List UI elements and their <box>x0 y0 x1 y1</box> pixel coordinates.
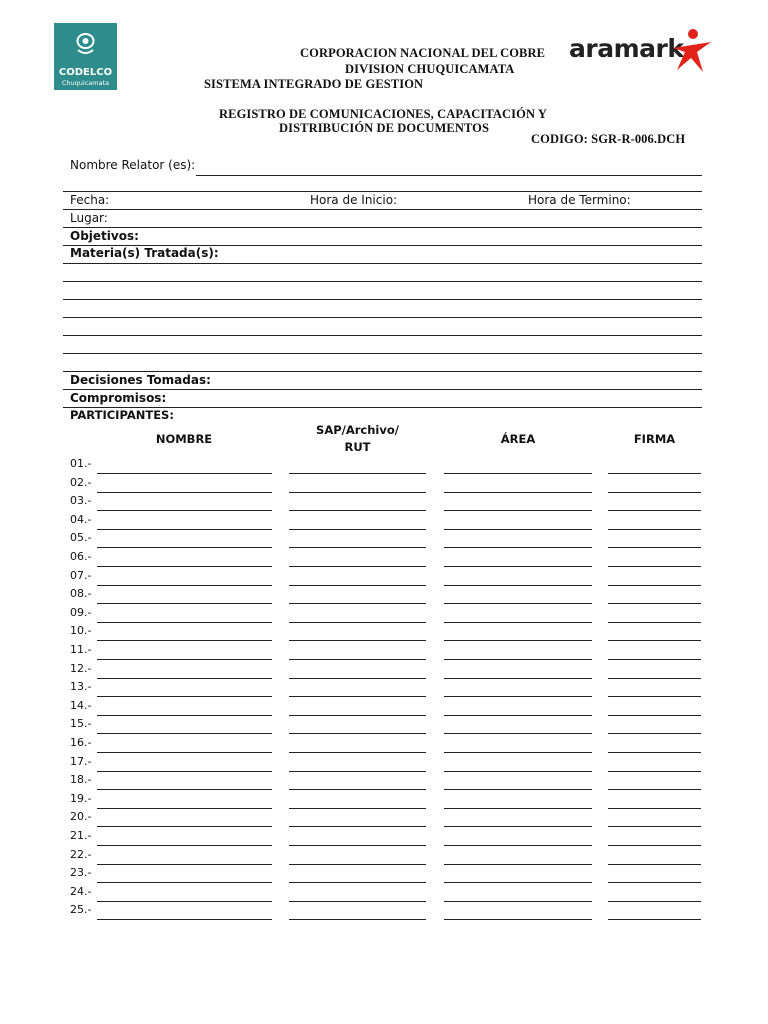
column-header-firma: FIRMA <box>633 432 676 446</box>
area-field[interactable] <box>444 566 592 567</box>
participant-row-number: 08.- <box>70 587 92 600</box>
fecha-label: Fecha: <box>70 193 110 207</box>
participantes-label: PARTICIPANTES: <box>70 408 174 422</box>
sap-field[interactable] <box>289 715 426 716</box>
sap-field[interactable] <box>289 492 426 493</box>
participant-row-number: 12.- <box>70 662 92 675</box>
nombre-field[interactable] <box>97 882 272 883</box>
column-header-area: ÁREA <box>500 432 536 446</box>
area-field[interactable] <box>444 547 592 548</box>
firma-field[interactable] <box>608 529 701 530</box>
area-field[interactable] <box>444 510 592 511</box>
nombre-field[interactable] <box>97 733 272 734</box>
area-field[interactable] <box>444 882 592 883</box>
codelco-subname: Chuquicamata <box>61 79 110 87</box>
area-field[interactable] <box>444 845 592 846</box>
nombre-field[interactable] <box>97 715 272 716</box>
nombre-field[interactable] <box>97 547 272 548</box>
nombre-field[interactable] <box>97 510 272 511</box>
area-field[interactable] <box>444 919 592 920</box>
nombre-field[interactable] <box>97 603 272 604</box>
sap-field[interactable] <box>289 808 426 809</box>
area-field[interactable] <box>444 864 592 865</box>
sap-field[interactable] <box>289 640 426 641</box>
nombre-field[interactable] <box>97 529 272 530</box>
nombre-field[interactable] <box>97 864 272 865</box>
firma-field[interactable] <box>608 882 701 883</box>
area-field[interactable] <box>444 715 592 716</box>
firma-field[interactable] <box>608 715 701 716</box>
area-field[interactable] <box>444 826 592 827</box>
firma-field[interactable] <box>608 622 701 623</box>
firma-field[interactable] <box>608 696 701 697</box>
sap-field[interactable] <box>289 696 426 697</box>
sap-field[interactable] <box>289 529 426 530</box>
relator-field[interactable] <box>196 175 702 176</box>
sap-field[interactable] <box>289 547 426 548</box>
participant-row-number: 09.- <box>70 606 92 619</box>
participant-row-number: 24.- <box>70 885 92 898</box>
column-header-sap-line2: RUT <box>344 440 371 454</box>
aramark-star-icon <box>671 28 713 74</box>
firma-field[interactable] <box>608 659 701 660</box>
sap-field[interactable] <box>289 585 426 586</box>
area-field[interactable] <box>444 492 592 493</box>
decisiones-label: Decisiones Tomadas: <box>70 373 211 387</box>
sap-field[interactable] <box>289 603 426 604</box>
firma-field[interactable] <box>608 473 701 474</box>
area-field[interactable] <box>444 901 592 902</box>
participant-row-number: 17.- <box>70 755 92 768</box>
form-code: CODIGO: SGR-R-006.DCH <box>531 132 686 146</box>
firma-field[interactable] <box>608 901 701 902</box>
participant-row-number: 21.- <box>70 829 92 842</box>
divider-line <box>63 191 702 192</box>
nombre-field[interactable] <box>97 752 272 753</box>
sap-field[interactable] <box>289 752 426 753</box>
participant-row-number: 05.- <box>70 531 92 544</box>
participant-row-number: 13.- <box>70 680 92 693</box>
sap-field[interactable] <box>289 473 426 474</box>
sap-field[interactable] <box>289 510 426 511</box>
nombre-field[interactable] <box>97 585 272 586</box>
area-field[interactable] <box>444 771 592 772</box>
firma-field[interactable] <box>608 566 701 567</box>
firma-field[interactable] <box>608 771 701 772</box>
firma-field[interactable] <box>608 585 701 586</box>
nombre-field[interactable] <box>97 659 272 660</box>
sap-field[interactable] <box>289 882 426 883</box>
area-field[interactable] <box>444 585 592 586</box>
participant-row-number: 14.- <box>70 699 92 712</box>
nombre-field[interactable] <box>97 640 272 641</box>
area-field[interactable] <box>444 659 592 660</box>
nombre-field[interactable] <box>97 826 272 827</box>
sap-field[interactable] <box>289 826 426 827</box>
form-title-line2: DISTRIBUCIÓN DE DOCUMENTOS <box>279 121 490 135</box>
area-field[interactable] <box>444 696 592 697</box>
decisiones-field[interactable] <box>63 389 702 390</box>
nombre-field[interactable] <box>97 696 272 697</box>
materias-writing-line[interactable] <box>63 317 702 318</box>
participant-row-number: 16.- <box>70 736 92 749</box>
nombre-field[interactable] <box>97 808 272 809</box>
firma-field[interactable] <box>608 733 701 734</box>
area-field[interactable] <box>444 529 592 530</box>
firma-field[interactable] <box>608 826 701 827</box>
firma-field[interactable] <box>608 789 701 790</box>
participant-row-number: 18.- <box>70 773 92 786</box>
lugar-field[interactable] <box>63 227 702 228</box>
nombre-field[interactable] <box>97 901 272 902</box>
materias-writing-line[interactable] <box>63 299 702 300</box>
participant-row-number: 23.- <box>70 866 92 879</box>
firma-field[interactable] <box>608 640 701 641</box>
sap-field[interactable] <box>289 901 426 902</box>
firma-field[interactable] <box>608 808 701 809</box>
materias-writing-line[interactable] <box>63 353 702 354</box>
nombre-field[interactable] <box>97 622 272 623</box>
codelco-name: CODELCO <box>58 67 113 78</box>
nombre-field[interactable] <box>97 919 272 920</box>
area-field[interactable] <box>444 473 592 474</box>
materias-writing-line[interactable] <box>63 371 702 372</box>
aramark-logo: aramark <box>569 34 684 63</box>
sap-field[interactable] <box>289 864 426 865</box>
materias-field[interactable] <box>63 263 702 264</box>
participant-row-number: 10.- <box>70 624 92 637</box>
nombre-field[interactable] <box>97 566 272 567</box>
hora-inicio-label: Hora de Inicio: <box>310 193 398 207</box>
sap-field[interactable] <box>289 733 426 734</box>
sap-field[interactable] <box>289 566 426 567</box>
participant-row-number: 07.- <box>70 569 92 582</box>
sap-field[interactable] <box>289 771 426 772</box>
objetivos-label: Objetivos: <box>70 229 139 243</box>
nombre-field[interactable] <box>97 771 272 772</box>
materias-label: Materia(s) Tratada(s): <box>70 246 219 260</box>
materias-writing-line[interactable] <box>63 335 702 336</box>
column-header-nombre: NOMBRE <box>155 432 213 446</box>
area-field[interactable] <box>444 808 592 809</box>
column-header-sap-line1: SAP/Archivo/ <box>316 423 399 437</box>
compromisos-label: Compromisos: <box>70 391 167 405</box>
participant-row-number: 06.- <box>70 550 92 563</box>
hora-termino-label: Hora de Termino: <box>528 193 631 207</box>
firma-field[interactable] <box>608 492 701 493</box>
sap-field[interactable] <box>289 622 426 623</box>
area-field[interactable] <box>444 789 592 790</box>
fecha-field[interactable] <box>63 209 702 210</box>
firma-field[interactable] <box>608 603 701 604</box>
system-name: SISTEMA INTEGRADO DE GESTION <box>204 77 424 91</box>
participant-row-number: 02.- <box>70 476 92 489</box>
participant-row-number: 04.- <box>70 513 92 526</box>
sap-field[interactable] <box>289 659 426 660</box>
relator-label: Nombre Relator (es): <box>70 158 196 172</box>
area-field[interactable] <box>444 622 592 623</box>
firma-field[interactable] <box>608 547 701 548</box>
sap-field[interactable] <box>289 678 426 679</box>
area-field[interactable] <box>444 603 592 604</box>
firma-field[interactable] <box>608 752 701 753</box>
participant-row-number: 15.- <box>70 717 92 730</box>
firma-field[interactable] <box>608 678 701 679</box>
participant-row-number: 19.- <box>70 792 92 805</box>
nombre-field[interactable] <box>97 678 272 679</box>
firma-field[interactable] <box>608 864 701 865</box>
nombre-field[interactable] <box>97 492 272 493</box>
division-name: DIVISION CHUQUICAMATA <box>345 62 515 76</box>
nombre-field[interactable] <box>97 845 272 846</box>
firma-field[interactable] <box>608 510 701 511</box>
participant-row-number: 11.- <box>70 643 92 656</box>
firma-field[interactable] <box>608 845 701 846</box>
lugar-label: Lugar: <box>70 211 108 225</box>
sap-field[interactable] <box>289 845 426 846</box>
nombre-field[interactable] <box>97 789 272 790</box>
area-field[interactable] <box>444 678 592 679</box>
participant-row-number: 25.- <box>70 903 92 916</box>
codelco-logo <box>54 23 117 90</box>
sap-field[interactable] <box>289 919 426 920</box>
participant-row-number: 01.- <box>70 457 92 470</box>
org-name: CORPORACION NACIONAL DEL COBRE <box>300 46 546 60</box>
participant-row-number: 22.- <box>70 848 92 861</box>
materias-writing-line[interactable] <box>63 281 702 282</box>
participant-row-number: 20.- <box>70 810 92 823</box>
area-field[interactable] <box>444 733 592 734</box>
sap-field[interactable] <box>289 789 426 790</box>
area-field[interactable] <box>444 640 592 641</box>
codelco-emblem-icon <box>74 32 97 58</box>
firma-field[interactable] <box>608 919 701 920</box>
area-field[interactable] <box>444 752 592 753</box>
form-title-line1: REGISTRO DE COMUNICACIONES, CAPACITACIÓN Y <box>219 107 547 121</box>
nombre-field[interactable] <box>97 473 272 474</box>
column-header-sap <box>289 422 426 456</box>
participant-row-number: 03.- <box>70 494 92 507</box>
